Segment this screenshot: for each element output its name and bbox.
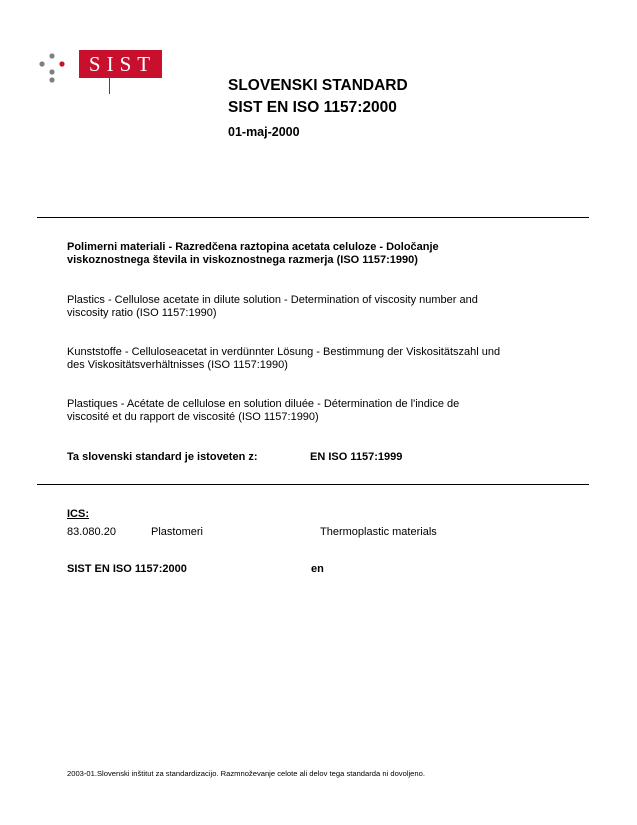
sist-logo-dots-icon [36,50,76,90]
ics-name-slovenian: Plastomeri [151,526,203,538]
title-english-line1: Plastics - Cellulose acetate in dilute solution - Determination of viscosity number and [67,294,478,306]
document-language: en [311,563,324,575]
publication-date: 01-maj-2000 [228,125,300,139]
top-rule [37,217,589,218]
ics-label: ICS: [67,508,89,520]
title-german [67,346,567,372]
middle-rule [37,484,589,485]
standard-code: SIST EN ISO 1157:2000 [228,99,397,116]
title-slovenian [67,241,567,267]
ics-name-english: Thermoplastic materials [320,526,437,538]
title-german-line1: Kunststoffe - Celluloseacetat in verdünnter Lösung - Bestimmung der Viskositätszahl und [67,346,501,358]
footer-notice: 2003-01.Slovenski inštitut za standardizacijo. Razmnoževanje celote ali delov tega standarda ni dovoljeno. [67,769,425,778]
identity-value: EN ISO 1157:1999 [310,451,403,463]
title-slovenian-line1: Polimerni materiali - Razredčena raztopina acetata celuloze - Določanje [67,241,439,253]
standard-label: SLOVENSKI STANDARD [228,77,408,94]
document-code: SIST EN ISO 1157:2000 [67,563,187,575]
title-french-line1: Plastiques - Acétate de cellulose en solution diluée - Détermination de l'indice de [67,398,460,410]
title-german-line2: des Viskositätsverhältnisses (ISO 1157:1990) [67,359,288,371]
title-slovenian-line2: viskoznostnega števila in viskoznostnega razmerja (ISO 1157:1990) [67,254,418,266]
title-french [67,398,567,424]
logo-divider [109,78,110,94]
identity-label: Ta slovenski standard je istoveten z: [67,451,258,463]
title-french-line2: viscosité et du rapport de viscosité (ISO 1157:1990) [67,411,319,423]
title-english [67,294,567,320]
sist-logo: SIST [79,50,162,78]
ics-code: 83.080.20 [67,526,116,538]
title-english-line2: viscosity ratio (ISO 1157:1990) [67,307,217,319]
